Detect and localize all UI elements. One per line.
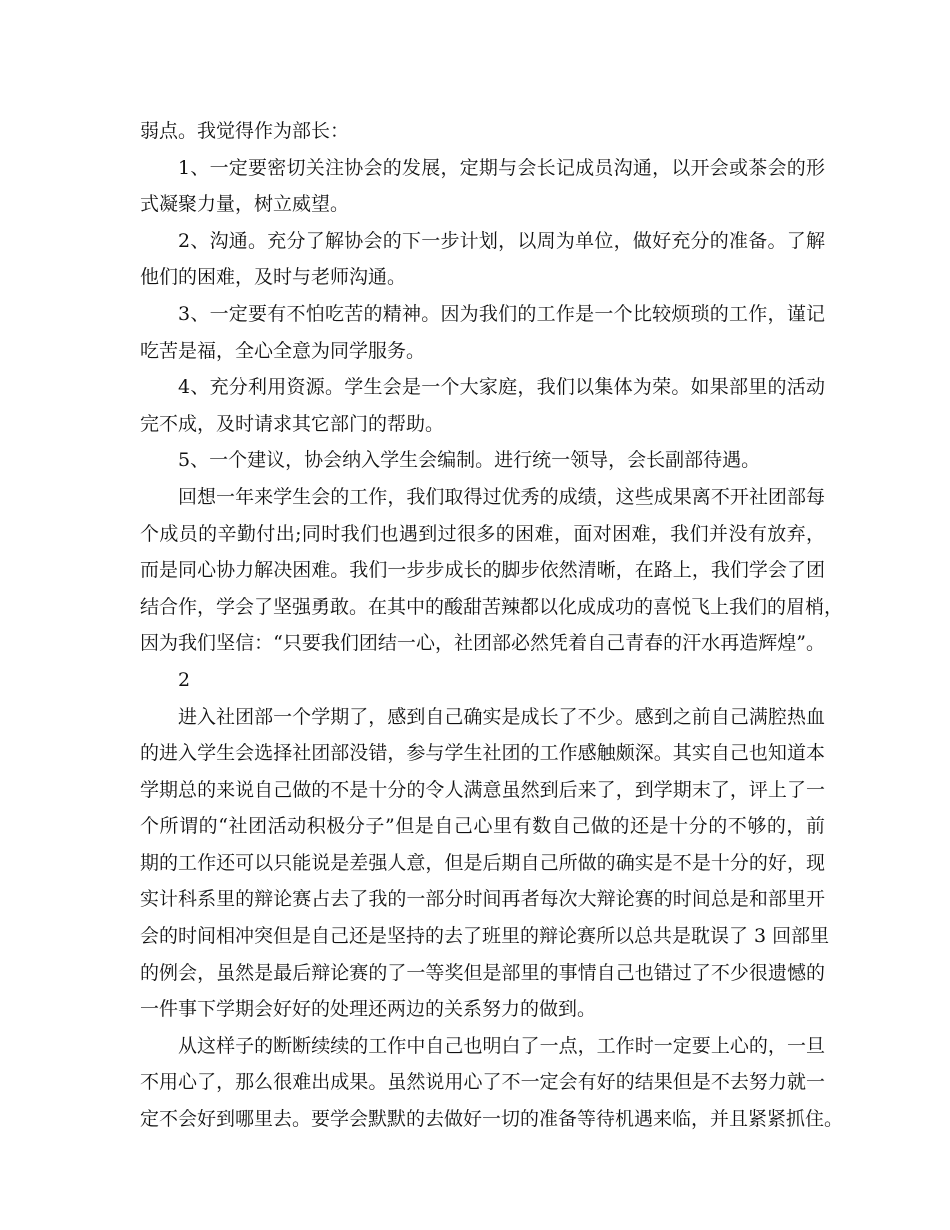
text-line: 4、充分利用资源。学生会是一个大家庭，我们以集体为荣。如果部里的活动 [178, 376, 825, 399]
text-line: 弱点。我觉得作为部长： [140, 120, 350, 142]
text-line: 而是同心协力解决困难。我们一步步成长的脚步依然清晰，在路上，我们学会了团 [140, 559, 825, 582]
document-body [140, 113, 844, 1138]
text-line: 学期总的来说自己做的不是十分的令人满意虽然到后来了，到学期末了，评上了一 [140, 778, 825, 801]
text-line: 结合作，学会了坚强勇敢。在其中的酸甜苦辣都以化成成功的喜悦飞上我们的眉梢， [140, 595, 844, 618]
text-line: 5、一个建议，协会纳入学生会编制。进行统一领导，会长副部待遇。 [178, 449, 761, 472]
text-line: 不用心了，那么很难出成果。虽然说用心了不一定会有好的结果但是不去努力就一 [140, 1071, 825, 1094]
text-line: 的进入学生会选择社团部没错，参与学生社团的工作感触颇深。其实自己也知道本 [140, 742, 825, 765]
text-line: 进入社团部一个学期了，感到自己确实是成长了不少。感到之前自己满腔热血 [178, 705, 825, 728]
text-line: 因为我们坚信：“只要我们团结一心，社团部必然凭着自己青春的汗水再造辉煌”。 [140, 632, 825, 655]
text-line: 式凝聚力量，树立威望。 [140, 193, 350, 216]
text-line: 回想一年来学生会的工作，我们取得过优秀的成绩，这些成果离不开社团部每 [178, 485, 825, 508]
text-line: 一件事下学期会好好的处理还两边的关系努力的做到。 [140, 998, 597, 1021]
section-number: 2 [178, 668, 191, 691]
text-line: 个所谓的“社团活动积极分子”但是自己心里有数自己做的还是十分的不够的，前 [140, 815, 825, 838]
text-line: 他们的困难，及时与老师沟通。 [140, 266, 407, 289]
text-line: 3、一定要有不怕吃苦的精神。因为我们的工作是一个比较烦琐的工作，谨记 [178, 302, 825, 325]
text-line: 的例会，虽然是最后辩论赛的了一等奖但是部里的事情自己也错过了不少很遗憾的 [140, 961, 825, 984]
text-line: 吃苦是福，全心全意为同学服务。 [140, 339, 426, 362]
text-line: 完不成，及时请求其它部门的帮助。 [140, 412, 445, 435]
text-line: 期的工作还可以只能说是差强人意，但是后期自己所做的确实是不是十分的好，现 [140, 851, 825, 874]
text-line: 个成员的辛勤付出;同时我们也遇到过很多的困难，面对困难，我们并没有放弃， [140, 522, 825, 545]
text-line: 定不会好到哪里去。要学会默默的去做好一切的准备等待机遇来临，并且紧紧抓住。 [140, 1108, 844, 1131]
text-line: 1、一定要密切关注协会的发展，定期与会长记成员沟通，以开会或茶会的形 [178, 156, 825, 179]
text-line: 会的时间相冲突但是自己还是坚持的去了班里的辩论赛所以总共是耽误了 3 回部里 [140, 925, 830, 948]
text-line: 2、沟通。充分了解协会的下一步计划，以周为单位，做好充分的准备。了解 [178, 229, 825, 252]
text-line: 实计科系里的辩论赛占去了我的一部分时间再者每次大辩论赛的时间总是和部里开 [140, 888, 825, 911]
text-line: 从这样子的断断续续的工作中自己也明白了一点，工作时一定要上心的，一旦 [178, 1034, 825, 1057]
